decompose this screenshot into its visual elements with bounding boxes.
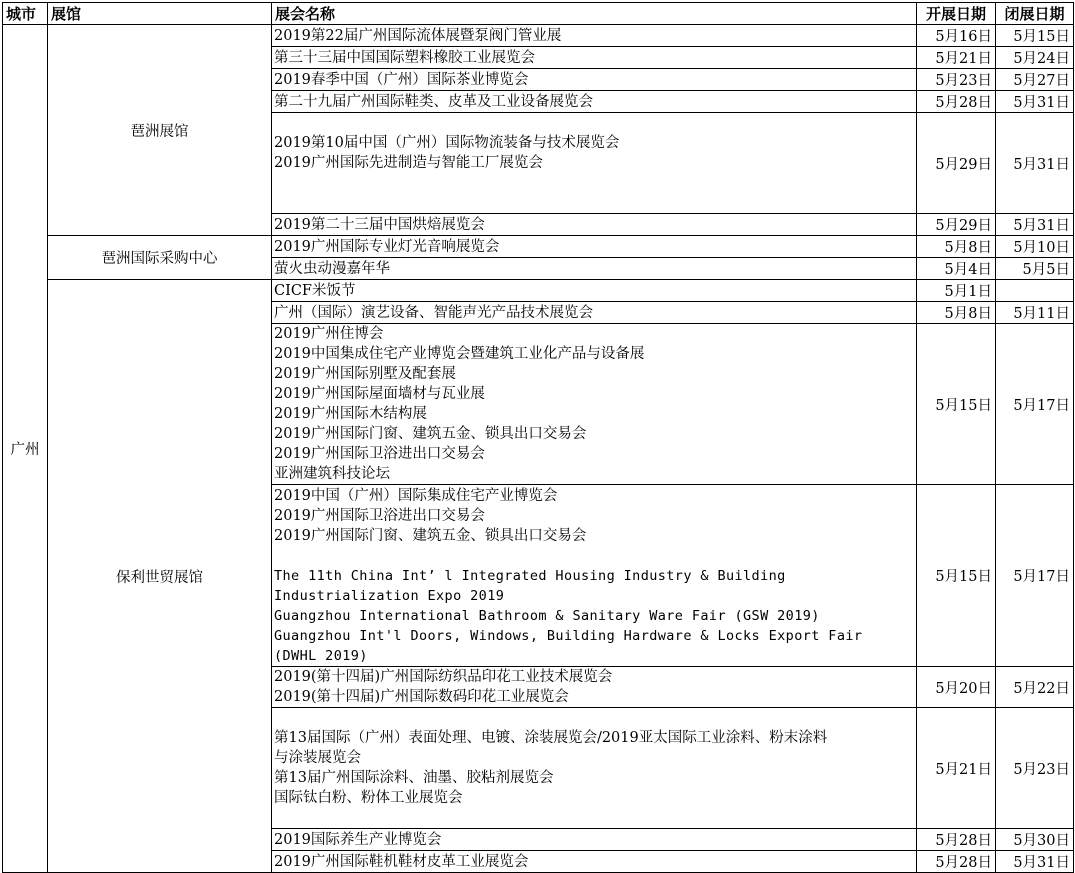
exhibition-name-line: Guangzhou International Bathroom & Sanitary Ware Fair (GSW 2019) <box>274 607 820 624</box>
exhibition-name-line: 第三十三届中国国际塑料橡胶工业展览会 <box>274 49 535 66</box>
exhibition-name-line <box>274 808 914 828</box>
start-date-cell: 5月21日 <box>917 708 996 829</box>
table-row <box>3 236 1074 258</box>
exhibition-name-line: 广州（国际）演艺设备、智能声光产品技术展览会 <box>274 304 593 321</box>
end-date-cell: 5月27日 <box>996 69 1074 91</box>
exhibition-name-line: 2019广州国际卫浴进出口交易会 <box>274 507 485 524</box>
exhibition-name-line: (DWHL 2019) <box>274 647 368 664</box>
header-venue: 展馆 <box>48 3 272 25</box>
end-date-cell: 5月24日 <box>996 47 1074 69</box>
exhibition-name-line <box>274 546 914 566</box>
start-date-cell: 5月20日 <box>917 667 996 708</box>
exhibition-name-line: 2019第10届中国（广州）国际物流装备与技术展览会 <box>274 135 620 151</box>
exhibition-name-line <box>274 193 914 213</box>
table-row <box>3 280 1074 302</box>
start-date-cell: 5月21日 <box>917 47 996 69</box>
start-date-cell: 5月8日 <box>917 236 996 258</box>
start-date-cell: 5月28日 <box>917 851 996 873</box>
end-date-cell: 5月31日 <box>996 214 1074 236</box>
start-date-cell: 5月15日 <box>917 485 996 667</box>
end-date-cell <box>996 280 1074 302</box>
exhibition-name-line: 2019广州国际鞋机鞋材皮革工业展览会 <box>274 853 529 870</box>
venue-cell: 琶洲国际采购中心 <box>48 236 272 280</box>
end-date-cell: 5月17日 <box>996 324 1074 485</box>
header-start-date: 开展日期 <box>917 3 996 25</box>
start-date-cell: 5月28日 <box>917 829 996 851</box>
header-row <box>3 3 1074 25</box>
header-city: 城市 <box>3 3 48 25</box>
exhibition-name-line: 2019广州住博会 <box>274 326 384 342</box>
start-date-cell: 5月29日 <box>917 214 996 236</box>
exhibition-name-line: The 11th China Int’ l Integrated Housing Industry & Building <box>274 567 786 584</box>
exhibition-name-line: 2019广州国际先进制造与智能工厂展览会 <box>274 155 543 171</box>
exhibition-name-line: 2019广州国际门窗、建筑五金、锁具出口交易会 <box>274 426 587 442</box>
exhibition-name-line: 与涂装展览会 <box>274 750 361 766</box>
exhibition-name-cell <box>272 47 917 69</box>
start-date-cell: 5月8日 <box>917 302 996 324</box>
exhibition-name-line <box>274 708 914 728</box>
exhibition-name-line: 2019中国（广州）国际集成住宅产业博览会 <box>274 487 558 504</box>
exhibition-name-line: 2019广州国际门窗、建筑五金、锁具出口交易会 <box>274 527 587 544</box>
exhibition-name-line: 国际钛白粉、粉体工业展览会 <box>274 790 463 806</box>
end-date-cell: 5月17日 <box>996 485 1074 667</box>
end-date-cell: 5月10日 <box>996 236 1074 258</box>
start-date-cell: 5月23日 <box>917 69 996 91</box>
exhibition-name-line <box>274 113 914 133</box>
end-date-cell: 5月31日 <box>996 113 1074 214</box>
exhibition-name-line: 2019广州国际别墅及配套展 <box>274 366 456 382</box>
start-date-cell: 5月4日 <box>917 258 996 280</box>
exhibition-name-cell <box>272 91 917 113</box>
exhibition-name-cell <box>272 236 917 258</box>
exhibition-name-line: 2019中国集成住宅产业博览会暨建筑工业化产品与设备展 <box>274 346 645 362</box>
start-date-cell: 5月29日 <box>917 113 996 214</box>
exhibition-name-cell <box>272 708 917 829</box>
exhibition-name-line: 亚洲建筑科技论坛 <box>274 466 390 482</box>
start-date-cell: 5月28日 <box>917 91 996 113</box>
exhibition-name-line: 2019第22届广州国际流体展暨泵阀门管业展 <box>274 27 562 44</box>
exhibition-table <box>2 2 1074 873</box>
exhibition-name-line: 2019国际养生产业博览会 <box>274 831 442 848</box>
exhibition-name-cell <box>272 113 917 214</box>
exhibition-name-cell <box>272 69 917 91</box>
end-date-cell: 5月22日 <box>996 667 1074 708</box>
exhibition-name-line: CICF米饭节 <box>274 282 356 299</box>
start-date-cell: 5月1日 <box>917 280 996 302</box>
exhibition-name-cell <box>272 25 917 47</box>
exhibition-name-cell <box>272 280 917 302</box>
table-row <box>3 25 1074 47</box>
exhibition-name-cell <box>272 214 917 236</box>
exhibition-name-line: 2019广州国际专业灯光音响展览会 <box>274 238 500 255</box>
exhibition-name-cell <box>272 667 917 708</box>
exhibition-name-cell <box>272 258 917 280</box>
exhibition-name-line: Guangzhou Int'l Doors, Windows, Building Hardware & Locks Export Fair <box>274 627 863 644</box>
header-end-date: 闭展日期 <box>996 3 1074 25</box>
exhibition-name-cell <box>272 324 917 485</box>
exhibition-name-line: 2019春季中国（广州）国际茶业博览会 <box>274 71 529 88</box>
exhibition-name-line: 2019广州国际屋面墙材与瓦业展 <box>274 386 485 402</box>
end-date-cell: 5月5日 <box>996 258 1074 280</box>
exhibition-name-line: 第二十九届广州国际鞋类、皮革及工业设备展览会 <box>274 93 593 110</box>
exhibition-name-cell <box>272 302 917 324</box>
start-date-cell: 5月16日 <box>917 25 996 47</box>
exhibition-name-line: 萤火虫动漫嘉年华 <box>274 260 390 277</box>
end-date-cell: 5月23日 <box>996 708 1074 829</box>
exhibition-name-line: 第13届广州国际涂料、油墨、胶粘剂展览会 <box>274 770 554 786</box>
end-date-cell: 5月31日 <box>996 851 1074 873</box>
end-date-cell: 5月15日 <box>996 25 1074 47</box>
exhibition-name-cell <box>272 485 917 667</box>
exhibition-name-line: 2019广州国际卫浴进出口交易会 <box>274 446 485 462</box>
exhibition-name-line: 第13届国际（广州）表面处理、电镀、涂装展览会/2019亚太国际工业涂料、粉末涂料 <box>274 730 828 746</box>
header-exhibition-name: 展会名称 <box>272 3 917 25</box>
city-cell: 广州 <box>3 25 48 873</box>
end-date-cell: 5月30日 <box>996 829 1074 851</box>
exhibition-name-line: 2019(第十四届)广州国际数码印花工业展览会 <box>274 689 569 705</box>
exhibition-name-cell <box>272 851 917 873</box>
start-date-cell: 5月15日 <box>917 324 996 485</box>
end-date-cell: 5月11日 <box>996 302 1074 324</box>
exhibition-name-line: Industrialization Expo 2019 <box>274 587 505 604</box>
exhibition-name-cell <box>272 829 917 851</box>
venue-cell: 保利世贸展馆 <box>48 280 272 873</box>
exhibition-name-line: 2019广州国际木结构展 <box>274 406 427 422</box>
end-date-cell: 5月31日 <box>996 91 1074 113</box>
venue-cell: 琶洲展馆 <box>48 25 272 236</box>
exhibition-name-line: 2019(第十四届)广州国际纺织品印花工业技术展览会 <box>274 669 613 685</box>
exhibition-name-line: 2019第二十三届中国烘焙展览会 <box>274 216 485 233</box>
exhibition-name-line <box>274 173 914 193</box>
